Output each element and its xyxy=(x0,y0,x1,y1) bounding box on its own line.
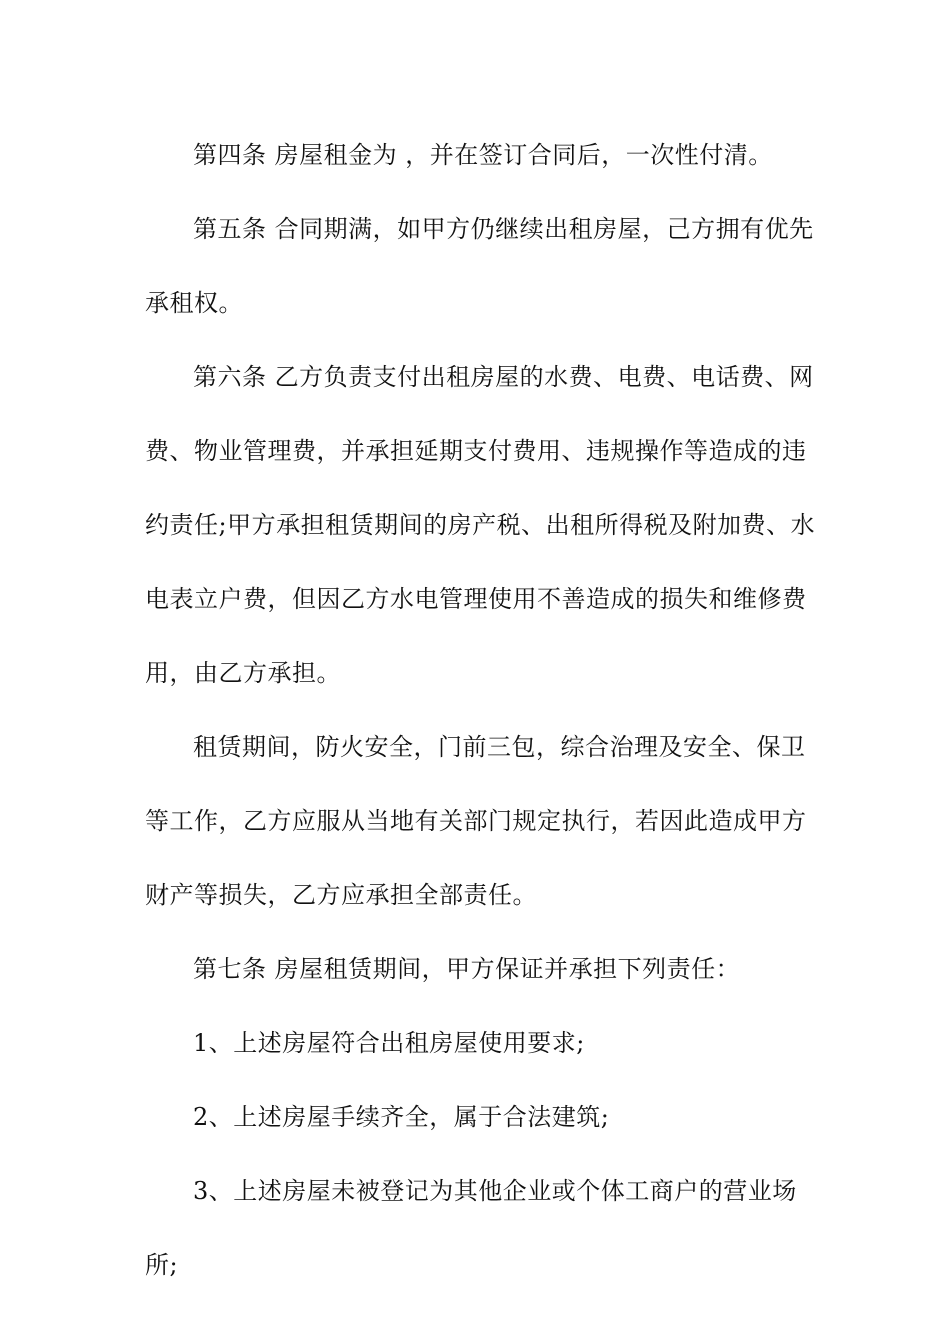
contract-body xyxy=(145,118,825,1302)
paragraph-safety-duties: 租赁期间，防火安全，门前三包，综合治理及安全、保卫等工作，乙方应服从当地有关部门规定执行，若因此造成甲方财产等损失，乙方应承担全部责任。 xyxy=(145,733,807,909)
list-item-3: 3、上述房屋未被登记为其他企业或个体工商户的营业场所; xyxy=(145,1177,797,1279)
paragraph-article-7: 第七条 房屋租赁期间，甲方保证并承担下列责任： xyxy=(193,955,741,983)
paragraph-article-6: 第六条 乙方负责支付出租房屋的水费、电费、电话费、网费、物业管理费，并承担延期支付费用、违规操作等造成的违约责任;甲方承担租赁期间的房产税、出租所得税及附加费、水电表立户费，但因乙方水电管理使用不善造成的损失和维修费用，由乙方承担。 xyxy=(145,363,816,687)
paragraph-article-5: 第五条 合同期满，如甲方仍继续出租房屋，己方拥有优先承租权。 xyxy=(145,215,814,317)
paragraph-article-4: 第四条 房屋租金为 ，并在签订合同后，一次性付清。 xyxy=(193,141,773,169)
list-item-2: 2、上述房屋手续齐全，属于合法建筑; xyxy=(193,1103,610,1131)
list-item-1: 1、上述房屋符合出租房屋使用要求; xyxy=(193,1029,585,1057)
